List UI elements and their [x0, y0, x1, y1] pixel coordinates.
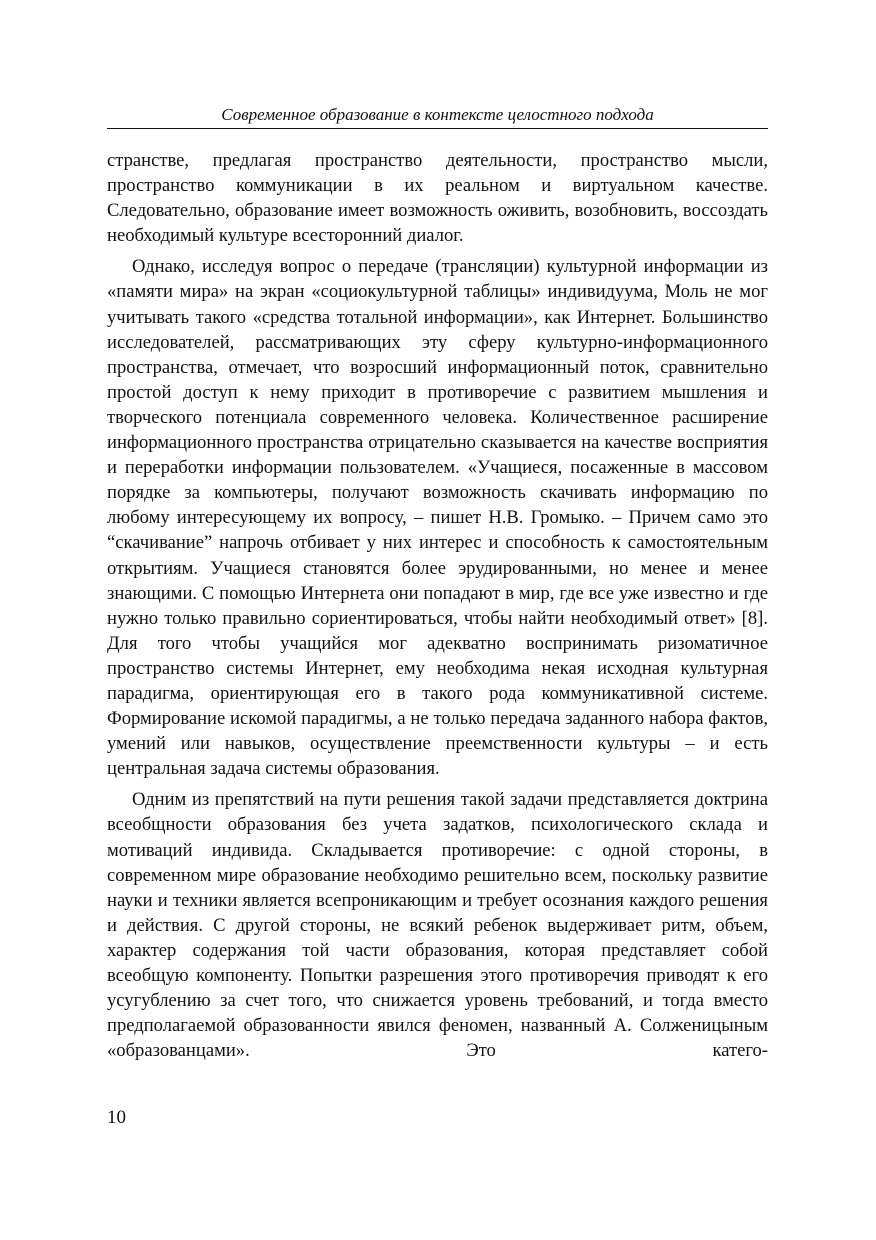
paragraph-2: Однако, исследуя вопрос о передаче (трансляции) культурной информации из «памяти мира» на экран «социокультурной таблицы» индивидуума, Моль не мог учитывать такого «средства тотальной информации», как Интернет. Большинство исследователей, рассматривающих эту сферу культурно-информационного пространства, отмечает, что возросший информационный поток, сравнительно простой доступ к нему приходит в противоречие с развитием мышления и творческого потенциала современного человека. Количественное расширение информационного пространства отрицательно сказывается на качестве восприятия и переработки информации пользователем. «Учащиеся, посаженные в массовом порядке за компьютеры, получают возможность скачивать информацию по любому интересующему их вопросу, – пишет Н.В. Громыко. – Причем само это “скачивание” напрочь отбивает у них интерес и способность к самостоятельным открытиям. Учащиеся становятся более эрудированными, но менее и менее знающими. С помощью Интернета они попадают в мир, где все уже известно и где нужно только правильно сориентироваться, чтобы найти необходимый ответ» [8]. Для того чтобы учащийся мог адекватно воспринимать ризоматичное пространство системы Интернет, ему необходима некая исходная культурная парадигма, ориентирующая его в такого рода коммуникативной системе. Формирование искомой парадигмы, а не только передача заданного набора фактов, умений или навыков, осуществление преемственности культуры – и есть центральная задача системы образования. — [107, 256, 768, 780]
paragraph-1: странстве, предлагая пространство деятельности, пространство мысли, пространство коммуникации в их реальном и виртуальном качестве. Следовательно, образование имеет возможность оживить, возобновить, воссоздать необходимый культуре всесторонний диалог. — [107, 150, 768, 247]
page-number: 10 — [107, 1107, 126, 1128]
body-text — [107, 148, 768, 1069]
running-header: Современное образование в контексте целостного подхода — [221, 105, 654, 124]
paragraph-3: Одним из препятствий на пути решения такой задачи представляется доктрина всеобщности образования без учета задатков, психологического склада и мотиваций индивида. Складывается противоречие: с одной стороны, в современном мире образование необходимо решительно всем, поскольку развитие науки и техники является всепроникающим и требует осознания каждого решения и действия. С другой стороны, не всякий ребенок выдерживает ритм, объем, характер содержания той части образования, которая представляет собой всеобщую компоненту. Попытки разрешения этого противоречия приводят к его усугублению за счет того, что снижается уровень требований, и тогда вместо предполагаемой образованности явился феномен, названный А. Солженицыным «образованцами». Это катего- — [107, 789, 768, 1062]
header-rule — [107, 128, 768, 129]
